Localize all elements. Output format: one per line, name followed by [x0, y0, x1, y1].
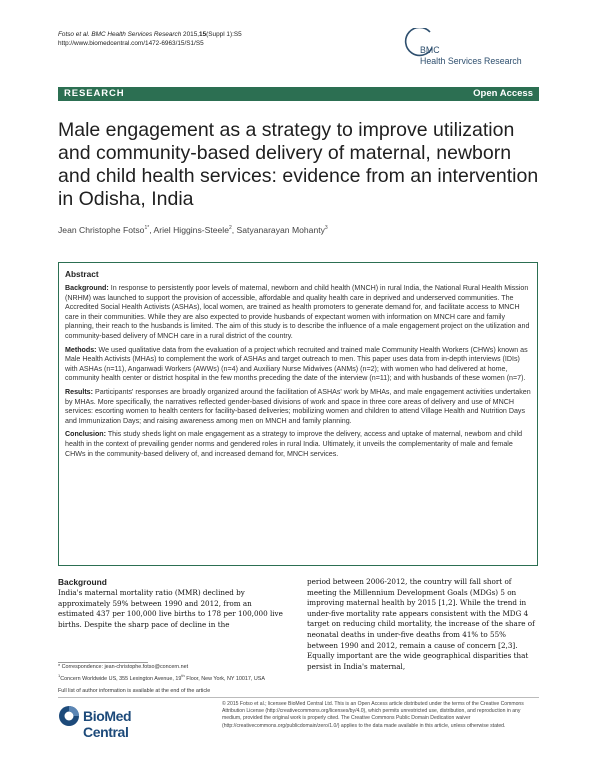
article-url[interactable]: http://www.biomedcentral.com/1472-6963/15/S1/S5 [58, 40, 204, 47]
full-list-note: Full list of author information is available at the end of the article [58, 688, 211, 694]
author-1-affil: 1* [144, 225, 150, 232]
footer-divider [58, 697, 539, 698]
biomed-central-logo-icon [58, 705, 80, 727]
affiliation-text-b: Floor, New York, NY 10017, USA [184, 675, 265, 682]
background-heading: Background [58, 577, 107, 587]
author-1[interactable]: Jean Christophe Fotso [58, 225, 145, 235]
abstract-background-text: In response to persistently poor levels of maternal, newborn and child health (MNCH) in rural India, the National Rural Health Mission (NRHM) was launched to support the provision of accessible, affordable and quality health care in deprived and underserved communities. The Accredited Social Health Activists (ASHAs), local women, are trained as health promoters to generate demand for, and facilitate access to MNCH care in their communities. While they are also expected to provide husbands of expectant women with information on MNCH care and family planning, their reach to the husbands is limited. The aim of this study is to describe the influence of a male engagement project on the utilization and community-based delivery of MNCH care in a rural district of the country. [65, 284, 530, 340]
article-type-label: RESEARCH [64, 88, 125, 99]
abstract-conclusion [65, 430, 531, 459]
author-3[interactable]: , Satyanarayan Mohanty [231, 225, 325, 235]
citation-year: 2015, [183, 31, 200, 38]
abstract-methods-text: We used qualitative data from the evaluation of a project which recruited and trained male Community Health Workers (CHWs) known as Male Health Activists (MHAs) to complement the work of ASHAs and target outreach to men. This paper uses data from in-depth interviews (IDIs) with ASHAs (n=11), Anganwadi Workers (AWWs) (n=4) and Auxiliary Nurse Midwives (ANMs) (n=2); with women who had delivered at home, community health center or district hospital in the few months preceding the date of the interview (n=11); and with husbands of these women (n=7). [65, 345, 528, 383]
affiliation-th: th [181, 673, 185, 678]
abstract-methods [65, 346, 531, 384]
affiliation-sup: 1 [58, 673, 61, 678]
journal-logo-line2: Health Services Research [420, 56, 522, 66]
article-title: Male engagement as a strategy to improve utilization and community-based delivery of maternal, newborn and child health services: evidence from an intervention in Odisha, India [58, 119, 539, 210]
open-access-label: Open Access [473, 88, 533, 99]
running-header [58, 30, 242, 48]
affiliation-text-a: Concern Worldwide US, 355 Lexington Avenue, 19 [60, 675, 182, 682]
journal-logo-line1: BMC [420, 45, 440, 55]
biomed-central-logo [58, 705, 178, 740]
abstract-results-label: Results: [65, 387, 93, 396]
citation-authors: Fotso et al. [58, 31, 90, 38]
abstract-box [58, 262, 538, 566]
author-3-affil: 3 [324, 225, 328, 232]
correspondence-note: * Correspondence: jean-christophe.fotso@concern.net [58, 664, 189, 670]
author-2[interactable]: , Ariel Higgins-Steele [149, 225, 229, 235]
journal-logo [404, 28, 554, 74]
author-2-affil: 2 [228, 225, 232, 232]
biomed-central-logo-text: BioMed Central [83, 708, 132, 740]
abstract-conclusion-label: Conclusion: [65, 430, 106, 439]
body-column-left: India's maternal mortality ratio (MMR) declined by approximately 59% between 1990 and 2012, from an estimated 437 per 100,000 live births to 178 per 100,000 live births. Despite the sharp pace of decline in the [58, 588, 283, 629]
abstract-background [65, 284, 531, 342]
abstract-background-label: Background: [65, 284, 109, 292]
abstract-results-text: Participants' responses are broadly organized around the facilitation of ASHAs' work by MHAs, and male engagement activities undertaken by MHAs. More specifically, the narratives reflected gender-based divisions of work and space in three core areas of delivery and use of MNCH services: escorting women to health centers for facility-based deliveries; mobilizing women and children to attend Village Health and Nutrition Days and Immunization Days; and raising awareness among men on MNCH and family planning. [65, 387, 531, 425]
citation-line [58, 30, 242, 39]
section-bar [58, 87, 539, 101]
body-column-right: period between 2006-2012, the country will fall short of meeting the Millennium Development Goals (MDGs) 5 on improving maternal health by 2015 [1,2]. While the trend in under-five mortality rate appears consistent with the MDG 4 target on reducing child mortality, the increase of the share of neonatal deaths in under-five deaths from 41% to 55% between 1990 and 2012, remain a cause of concern [2,3]. Equally important are the wide geographical disparities that persist in India's maternal, [307, 577, 535, 671]
abstract-results [65, 388, 531, 426]
author-list [58, 225, 328, 235]
abstract-conclusion-text: This study sheds light on male engagement as a strategy to improve the delivery, access and uptake of maternal, newborn and child health in the context of prevailing gender norms and gendered roles in rural India. Ultimately, it unveils the complementarity of male and female CHWs in the community-based delivery of, and increased demand for, MNCH services. [65, 430, 523, 458]
citation-journal: BMC Health Services Research [91, 31, 182, 38]
abstract-methods-label: Methods: [65, 345, 97, 354]
citation-suppl: (Suppl 1):S5 [206, 31, 242, 38]
citation-volume: 15 [199, 31, 207, 38]
affiliation-note [58, 672, 298, 683]
abstract-heading: Abstract [65, 269, 99, 279]
footnote-divider [58, 662, 148, 663]
license-text: © 2015 Fotso et al.; licensee BioMed Central Ltd. This is an Open Access article distributed under the terms of the Creative Commons Attribution License (http://creativecommons.org/licenses/by/4.0), which permits unrestricted use, distribution, and reproduction in any medium, provided the original work is properly cited. The Creative Commons Public Domain Dedication waiver (http://creativecommons.org/publicdomain/zero/1.0/) applies to the data made available in this article, unless otherwise stated. [222, 701, 524, 729]
